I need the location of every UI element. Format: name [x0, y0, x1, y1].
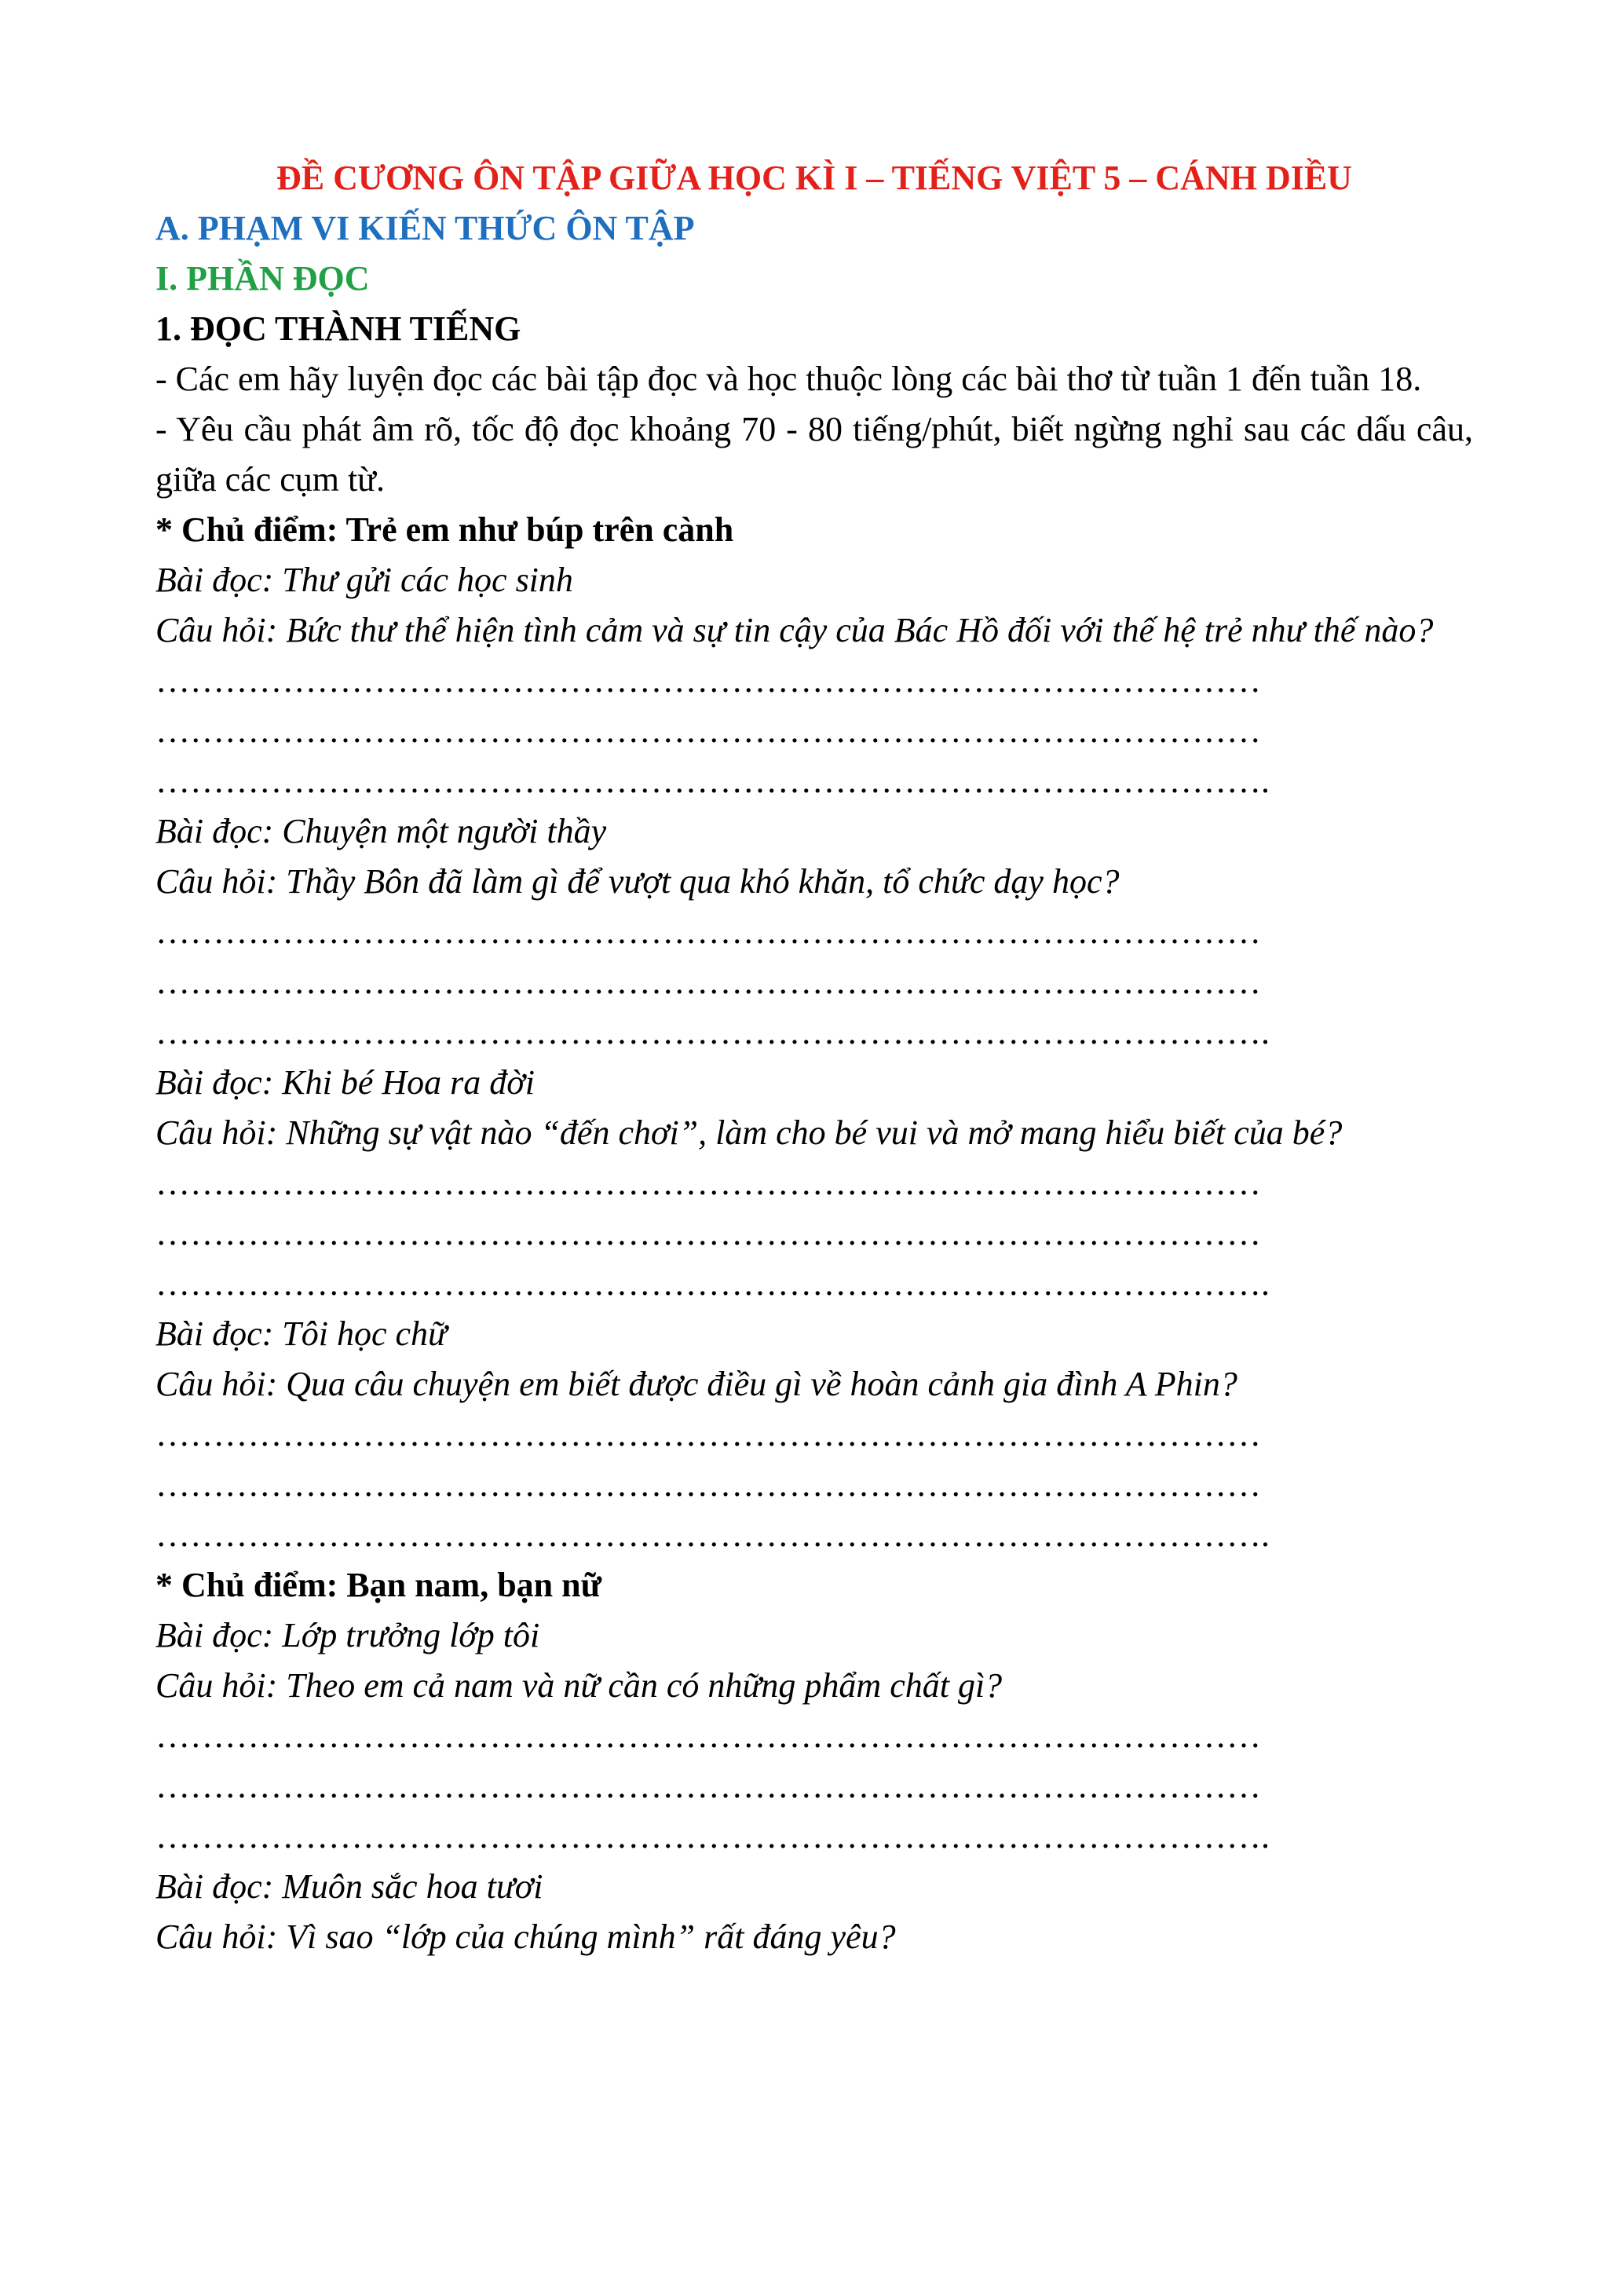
answer-line[interactable]: ……………………………………………………………………………………: [155, 1717, 1261, 1755]
answer-line[interactable]: …………………………………………………………………………………….: [155, 1013, 1270, 1051]
section-a-heading: A. PHẠM VI KIẾN THỨC ÔN TẬP: [155, 209, 695, 247]
answer-line[interactable]: ……………………………………………………………………………………: [155, 1214, 1261, 1252]
question: Câu hỏi: Bức thư thể hiện tình cảm và sự tin cậy của Bác Hồ đối với thế hệ trẻ như thế nào?: [155, 611, 1434, 649]
answer-line[interactable]: ……………………………………………………………………………………: [155, 1415, 1261, 1453]
question: Câu hỏi: Theo em cả nam và nữ cần có những phẩm chất gì?: [155, 1666, 1003, 1705]
answer-line[interactable]: …………………………………………………………………………………….: [155, 1817, 1270, 1855]
reading-title: Bài đọc: Chuyện một người thầy: [155, 812, 607, 850]
instruction-1: - Các em hãy luyện đọc các bài tập đọc và học thuộc lòng các bài thơ từ tuần 1 đến tuần 18.: [155, 360, 1422, 398]
question: Câu hỏi: Những sự vật nào “đến chơi”, làm cho bé vui và mở mang hiểu biết của bé?: [155, 1113, 1343, 1152]
question: Câu hỏi: Vì sao “lớp của chúng mình” rất đáng yêu?: [155, 1918, 896, 1956]
answer-line[interactable]: ……………………………………………………………………………………: [155, 1767, 1261, 1805]
answer-line[interactable]: ……………………………………………………………………………………: [155, 963, 1261, 1001]
section-i-heading: I. PHẦN ĐỌC: [155, 259, 370, 298]
reading-title: Bài đọc: Tôi học chữ: [155, 1314, 448, 1353]
answer-line[interactable]: ……………………………………………………………………………………: [155, 912, 1261, 951]
reading-aloud-heading: 1. ĐỌC THÀNH TIẾNG: [155, 309, 521, 348]
reading-title: Bài đọc: Lớp trưởng lớp tôi: [155, 1616, 540, 1654]
question: Câu hỏi: Qua câu chuyện em biết được điều gì về hoàn cảnh gia đình A Phin?: [155, 1365, 1237, 1403]
answer-line[interactable]: ……………………………………………………………………………………: [155, 661, 1261, 700]
answer-line[interactable]: ……………………………………………………………………………………: [155, 1164, 1261, 1202]
document-title: ĐỀ CƯƠNG ÔN TẬP GIỮA HỌC KÌ I – TIẾNG VIỆT 5 – CÁNH DIỀU: [276, 159, 1352, 197]
reading-title: Bài đọc: Muôn sắc hoa tươi: [155, 1867, 543, 1906]
reading-title: Bài đọc: Khi bé Hoa ra đời: [155, 1063, 535, 1102]
theme-heading: * Chủ điểm: Trẻ em như búp trên cành: [155, 510, 734, 549]
answer-line[interactable]: …………………………………………………………………………………….: [155, 1264, 1270, 1303]
reading-title: Bài đọc: Thư gửi các học sinh: [155, 561, 573, 599]
answer-line[interactable]: …………………………………………………………………………………….: [155, 1515, 1270, 1554]
answer-line[interactable]: …………………………………………………………………………………….: [155, 762, 1270, 800]
instruction-2: - Yêu cầu phát âm rõ, tốc độ đọc khoảng 70 - 80 tiếng/phút, biết ngừng nghỉ sau các dấu câu, giữa các cụm từ.: [155, 410, 1473, 499]
answer-line[interactable]: ……………………………………………………………………………………: [155, 1465, 1261, 1504]
document-content: [155, 153, 1473, 1962]
theme-heading: * Chủ điểm: Bạn nam, bạn nữ: [155, 1566, 602, 1604]
answer-line[interactable]: ……………………………………………………………………………………: [155, 711, 1261, 750]
question: Câu hỏi: Thầy Bôn đã làm gì để vượt qua khó khăn, tổ chức dạy học?: [155, 862, 1120, 901]
